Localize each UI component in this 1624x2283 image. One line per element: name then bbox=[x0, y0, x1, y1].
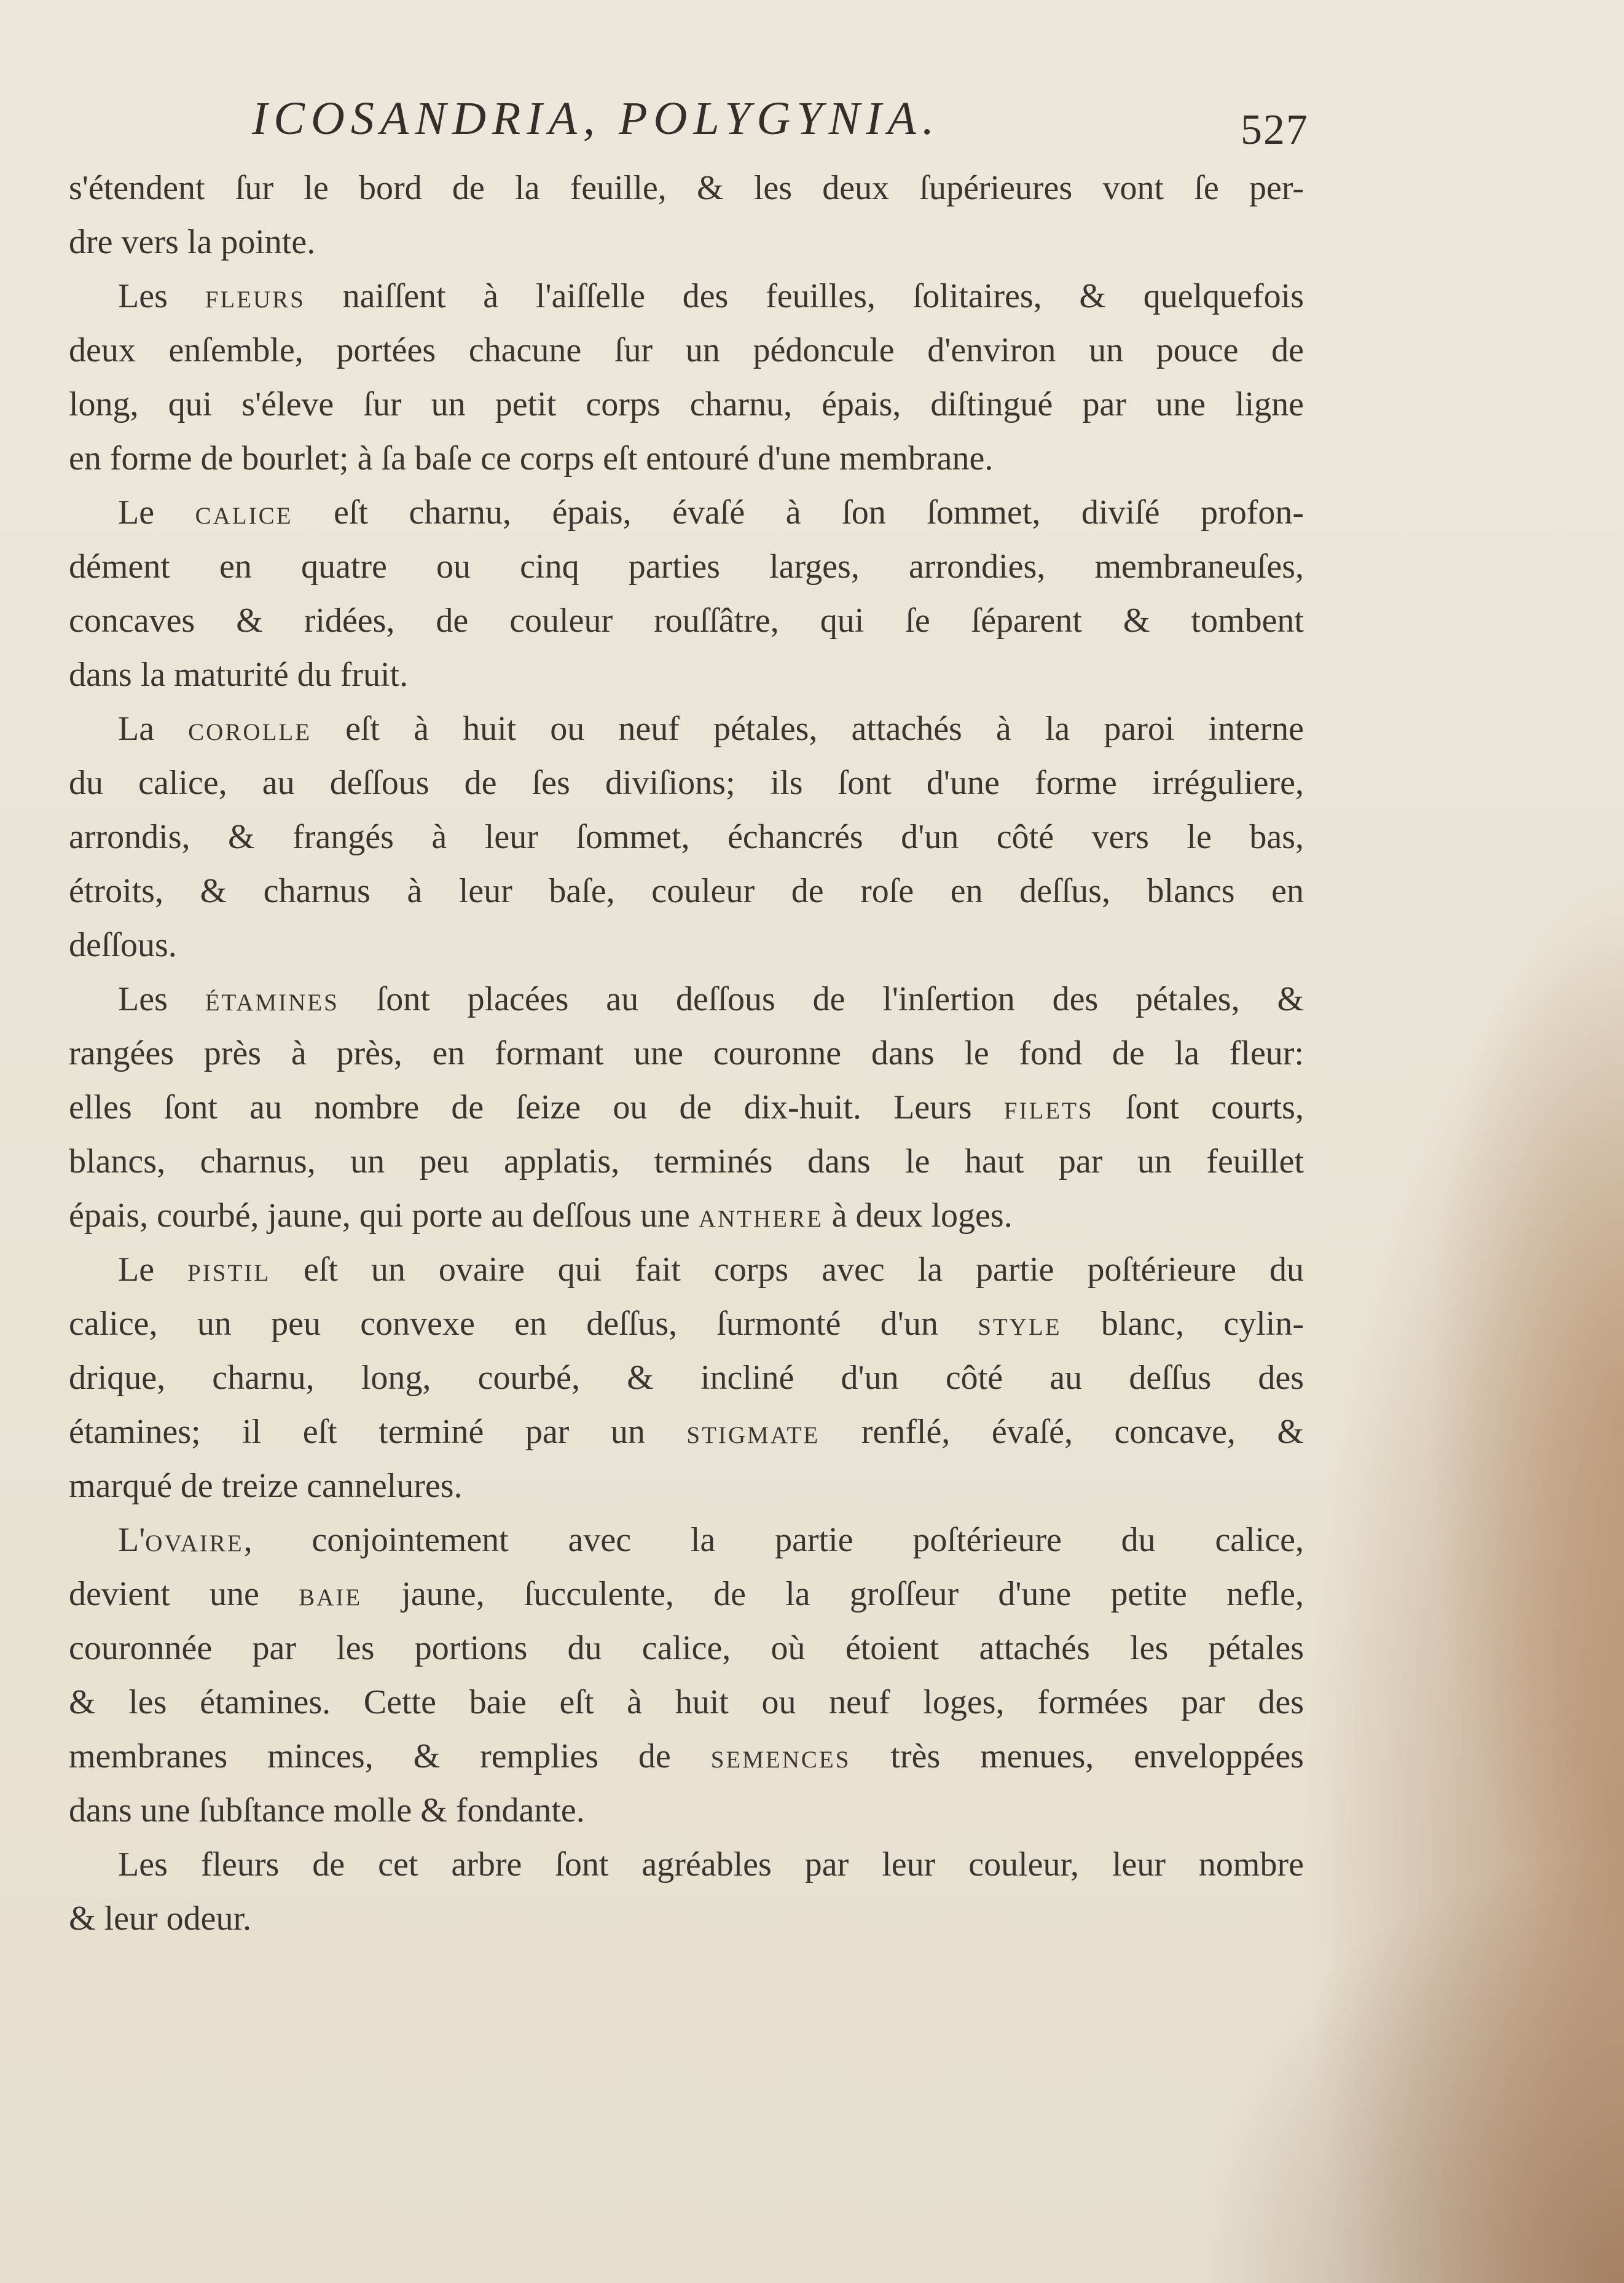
text-run: renflé, évaſé, concave, & bbox=[820, 1413, 1304, 1451]
text-run: à deux loges. bbox=[823, 1197, 1013, 1235]
paragraph bbox=[69, 161, 1304, 269]
text-run: drique, charnu, long, courbé, & incliné d'un côté au deſſus des bbox=[69, 1359, 1304, 1397]
text-line bbox=[69, 1243, 1304, 1297]
text-run: eſt charnu, épais, évaſé à ſon ſommet, diviſé profon- bbox=[292, 493, 1304, 532]
text-line bbox=[69, 1729, 1304, 1783]
text-run: elles ſont au nombre de ſeize ou de dix-huit. Leurs bbox=[69, 1088, 1004, 1126]
text-run: calice, un peu convexe en deſſus, ſurmonté d'un bbox=[69, 1305, 978, 1343]
text-line bbox=[69, 540, 1304, 594]
page-header bbox=[68, 92, 1309, 160]
text-run: Les fleurs de cet arbre ſont agréables par leur couleur, leur nombre bbox=[118, 1845, 1304, 1884]
text-run: rangées près à près, en formant une couronne dans le fond de la fleur: bbox=[69, 1034, 1304, 1072]
small-caps-term: filets bbox=[1003, 1088, 1094, 1126]
text-run: dre vers la pointe. bbox=[69, 223, 316, 261]
text-run: marqué de treize cannelures. bbox=[69, 1467, 463, 1505]
text-line bbox=[69, 1675, 1304, 1729]
paragraph bbox=[69, 1513, 1304, 1837]
text-line bbox=[69, 1621, 1304, 1675]
text-run: L' bbox=[118, 1521, 146, 1559]
small-caps-term: ovaire bbox=[145, 1521, 244, 1559]
text-line bbox=[69, 1783, 1304, 1837]
text-line bbox=[69, 1189, 1304, 1243]
running-title: ICOSANDRIA, POLYGYNIA. bbox=[252, 93, 940, 144]
text-run: étroits, & charnus à leur baſe, couleur de roſe en deſſus, blancs en bbox=[69, 872, 1304, 910]
text-run: eſt un ovaire qui fait corps avec la partie poſtérieure du bbox=[270, 1251, 1304, 1289]
text-run: concaves & ridées, de couleur rouſſâtre, qui ſe ſéparent & tombent bbox=[69, 602, 1304, 640]
text-line bbox=[69, 1405, 1304, 1459]
small-caps-term: anthere bbox=[698, 1197, 823, 1235]
text-line bbox=[69, 1513, 1304, 1567]
paragraph bbox=[69, 972, 1304, 1243]
text-run: La bbox=[118, 710, 189, 748]
text-line bbox=[69, 1026, 1304, 1080]
text-line bbox=[69, 161, 1304, 215]
small-caps-term: semences bbox=[710, 1737, 851, 1775]
text-run: dans la maturité du fruit. bbox=[69, 656, 409, 694]
text-line bbox=[69, 1837, 1304, 1892]
text-run: ſont courts, bbox=[1093, 1088, 1304, 1126]
text-line bbox=[69, 1892, 1304, 1946]
text-run: en forme de bourlet; à ſa baſe ce corps eſt entouré d'une membrane. bbox=[69, 439, 994, 477]
text-run: deux enſemble, portées chacune ſur un pédoncule d'environ un pouce de bbox=[69, 331, 1304, 369]
text-run: dément en quatre ou cinq parties larges, arrondies, membraneuſes, bbox=[69, 548, 1304, 586]
small-caps-term: style bbox=[978, 1305, 1062, 1343]
text-run: dans une ſubſtance molle & fondante. bbox=[69, 1791, 585, 1829]
text-run: arrondis, & frangés à leur ſommet, échancrés d'un côté vers le bas, bbox=[69, 818, 1304, 856]
text-run: blancs, charnus, un peu applatis, terminés dans le haut par un feuillet bbox=[69, 1142, 1304, 1181]
small-caps-term: étamines bbox=[205, 980, 339, 1018]
text-run: naiſſent à l'aiſſelle des feuilles, ſolitaires, & quelquefois bbox=[305, 277, 1304, 315]
text-run: s'étendent ſur le bord de la feuille, & les deux ſupérieures vont ſe per- bbox=[69, 169, 1304, 207]
text-run: Le bbox=[118, 493, 195, 532]
text-run: couronnée par les portions du calice, où étoient attachés les pétales bbox=[69, 1629, 1304, 1667]
text-run: du calice, au deſſous de ſes diviſions; ils ſont d'une forme irréguliere, bbox=[69, 764, 1304, 802]
text-line bbox=[69, 1459, 1304, 1513]
paragraph bbox=[69, 1837, 1304, 1946]
text-run: Les bbox=[118, 980, 205, 1018]
text-run: deſſous. bbox=[69, 926, 177, 964]
text-run: jaune, ſucculente, de la groſſeur d'une petite nefle, bbox=[362, 1575, 1304, 1613]
page-number: 527 bbox=[1241, 106, 1309, 154]
text-run: eſt à huit ou neuf pétales, attachés à la paroi interne bbox=[311, 710, 1304, 748]
text-run: membranes minces, & remplies de bbox=[69, 1737, 711, 1775]
small-caps-term: baie bbox=[299, 1575, 363, 1613]
text-run: très menues, enveloppées bbox=[850, 1737, 1304, 1775]
text-line bbox=[69, 648, 1304, 702]
small-caps-term: pistil bbox=[187, 1251, 271, 1289]
small-caps-term: fleurs bbox=[205, 277, 305, 315]
text-line bbox=[69, 485, 1304, 540]
text-run: ſont placées au deſſous de l'inſertion des pétales, & bbox=[339, 980, 1304, 1018]
text-line bbox=[69, 431, 1304, 485]
text-run: devient une bbox=[69, 1575, 299, 1613]
text-line bbox=[69, 756, 1304, 810]
text-run: long, qui s'éleve ſur un petit corps charnu, épais, diſtingué par une ligne bbox=[69, 385, 1304, 423]
paragraph bbox=[69, 269, 1304, 485]
text-line bbox=[69, 1567, 1304, 1621]
text-run: Les bbox=[118, 277, 205, 315]
text-run: Le bbox=[118, 1251, 188, 1289]
paragraph bbox=[69, 702, 1304, 972]
text-line bbox=[69, 1351, 1304, 1405]
text-line bbox=[69, 269, 1304, 323]
small-caps-term: stigmate bbox=[686, 1413, 820, 1451]
text-line bbox=[69, 918, 1304, 972]
text-line bbox=[69, 215, 1304, 269]
text-run: & leur odeur. bbox=[69, 1900, 252, 1938]
text-line bbox=[69, 323, 1304, 377]
body-text bbox=[69, 161, 1304, 1946]
text-line bbox=[69, 1134, 1304, 1189]
text-run: & les étamines. Cette baie eſt à huit ou neuf loges, formées par des bbox=[69, 1683, 1304, 1721]
text-line bbox=[69, 702, 1304, 756]
small-caps-term: calice bbox=[195, 493, 293, 532]
text-line bbox=[69, 594, 1304, 648]
text-line bbox=[69, 1080, 1304, 1134]
text-run: étamines; il eſt terminé par un bbox=[69, 1413, 687, 1451]
paragraph bbox=[69, 1243, 1304, 1513]
text-run: blanc, cylin- bbox=[1061, 1305, 1304, 1343]
paragraph bbox=[69, 485, 1304, 702]
text-line bbox=[69, 864, 1304, 918]
text-line bbox=[69, 1297, 1304, 1351]
text-run: , conjointement avec la partie poſtérieure du calice, bbox=[243, 1521, 1304, 1559]
text-line bbox=[69, 377, 1304, 431]
text-line bbox=[69, 972, 1304, 1026]
text-line bbox=[69, 810, 1304, 864]
small-caps-term: corolle bbox=[188, 710, 312, 748]
text-run: épais, courbé, jaune, qui porte au deſſous une bbox=[69, 1197, 699, 1235]
